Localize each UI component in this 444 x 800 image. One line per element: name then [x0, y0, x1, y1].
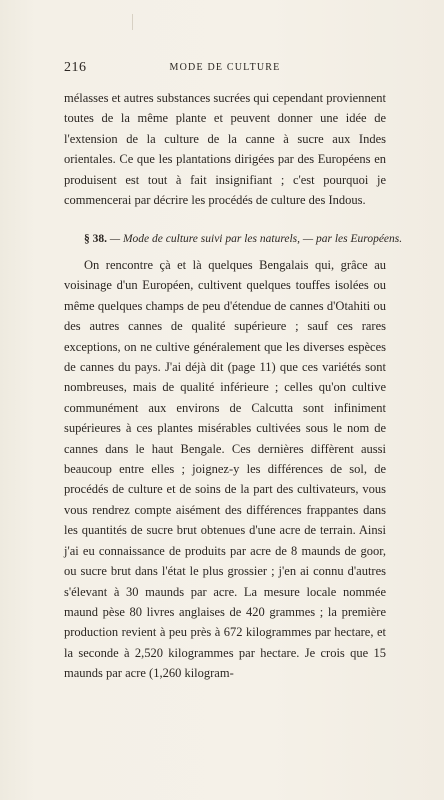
section-heading: [64, 231, 406, 247]
paper-mark: [132, 14, 133, 30]
page-number: 216: [64, 60, 87, 75]
running-title: MODE DE CULTURE: [169, 62, 281, 73]
section-number: § 38.: [84, 233, 107, 245]
paragraph-1: mélasses et autres substances sucrées qui cependant proviennent toutes de la même plante et peuvent donner une idée de l'extension de la culture de la canne à sucre aux Indes orientales. Ce que les plantations dirigées par des Européens en produisent est tout à fait insignifiant ; c'est pourquoi je commencerai par décrire les procédés de culture des Indous.: [64, 91, 386, 208]
page-header: [64, 60, 386, 78]
paragraph-2: On rencontre çà et là quelques Bengalais qui, grâce au voisinage d'un Européen, cultivent quelques touffes isolées ou même quelques champs de peu d'étendue de cannes d'Otahiti ou des autres cannes de qualité supérieure ; sauf ces rares exceptions, on ne cultive généralement que les diverses espèces de cannes du pays. J'ai déjà dit (page 11) que ces variétés sont nombreuses, mais de qualité inférieure ; celles qu'on cultive communément aux environs de Calcutta sont infiniment supérieures à ces plantes misérables cultivées sous le nom de cannes dans le haut Bengale. Ces dernières diffèrent aussi beaucoup entre elles ; joignez-y les différences de sol, de procédés de culture et de soins de la part des cultivateurs, vous vous rendrez compte aisément des différences frappantes dans les quantités de sucre brut obtenues d'une acre de terrain. Ainsi j'ai eu connaissance de produits par acre de 8 maunds de goor, ou sucre brut dans l'état le plus grossier ; j'en ai connu d'autres s'élevant à 30 maunds par acre. La mesure locale nommée maund pèse 80 livres anglaises de 420 grammes ; la première production revient à peu près à 672 kilogrammes par hectare, et la seconde à 2,520 kilogrammes par hectare. Je crois que 15 maunds par acre (1,260 kilogram-: [64, 258, 386, 681]
section-title: — Mode de culture suivi par les naturels, — par les Européens.: [109, 233, 403, 245]
